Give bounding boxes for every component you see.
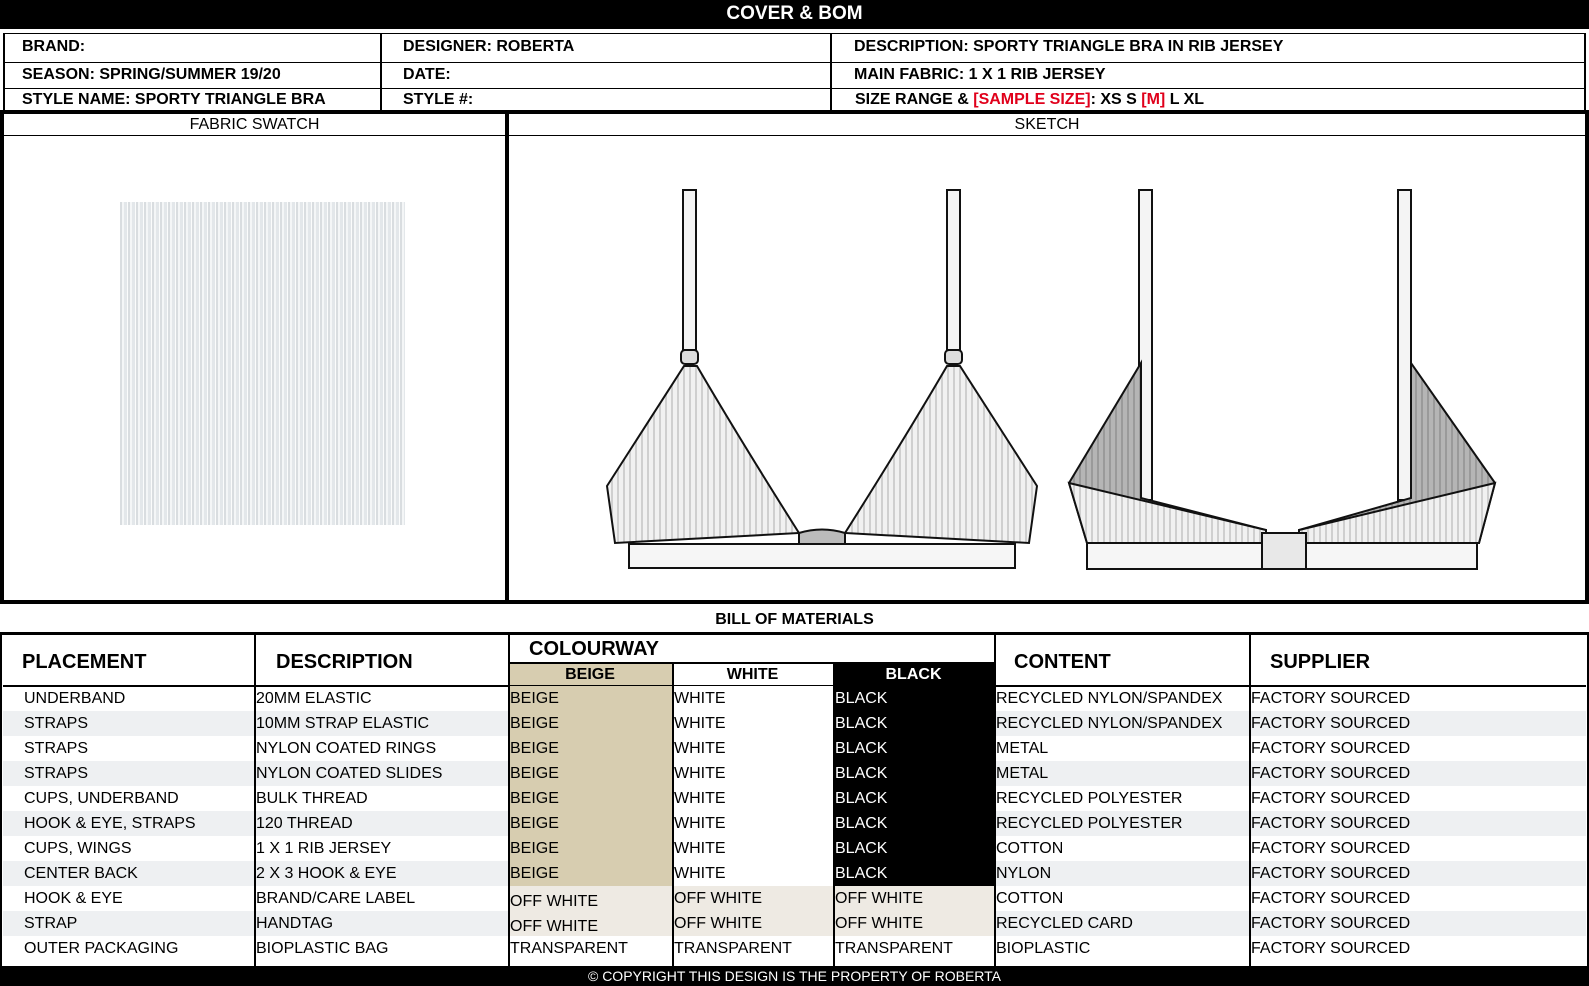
description-label: DESCRIPTION: SPORTY TRIANGLE BRA IN RIB JERSEY (854, 38, 1284, 55)
bom-row (3, 911, 1586, 936)
bom-cell-beige: BEIGE (508, 786, 672, 811)
bom-cell-beige: TRANSPARENT (510, 940, 628, 957)
fabric-swatch-heading: FABRIC SWATCH (4, 114, 505, 136)
bom-cell-placement: STRAPS (24, 740, 89, 757)
back-view-sketch (1069, 190, 1495, 569)
divider-bom-header (0, 632, 1589, 635)
bom-cell-beige: BEIGE (508, 761, 672, 786)
bom-cell-description: BULK THREAD (256, 790, 368, 807)
info-border-left (3, 33, 5, 112)
bra-sketch (509, 138, 1585, 604)
info-divider-1 (380, 33, 382, 112)
page-title: COVER & BOM (0, 0, 1589, 29)
bom-cell-black: TRANSPARENT (835, 940, 953, 957)
supplier-header: SUPPLIER (1270, 651, 1371, 673)
bom-cell-content: RECYCLED NYLON/SPANDEX (996, 690, 1223, 707)
size-range-prefix: SIZE RANGE & (855, 91, 974, 108)
bom-cell-black: BLACK (833, 736, 994, 761)
bom-cell-content: RECYCLED POLYESTER (996, 790, 1183, 807)
bom-cell-supplier: FACTORY SOURCED (1251, 915, 1411, 932)
bom-cell-description: NYLON COATED SLIDES (256, 765, 443, 782)
bom-cell-beige: BEIGE (508, 736, 672, 761)
bom-cell-placement: CENTER BACK (24, 865, 138, 882)
bom-cell-description: 20MM ELASTIC (256, 690, 372, 707)
bom-cell-black: OFF WHITE (833, 886, 994, 911)
bom-cell-supplier: FACTORY SOURCED (1251, 890, 1411, 907)
bom-cell-content: RECYCLED CARD (996, 915, 1133, 932)
bom-border-right (1587, 635, 1589, 966)
bom-cell-black: BLACK (833, 786, 994, 811)
size-range-label (855, 91, 1204, 109)
bom-cell-white: WHITE (672, 736, 833, 761)
date-label: DATE: (403, 66, 451, 83)
bom-cell-supplier: FACTORY SOURCED (1251, 815, 1411, 832)
bom-row (3, 786, 1586, 811)
front-view-sketch (607, 190, 1037, 568)
bom-cell-description: 2 X 3 HOOK & EYE (256, 865, 397, 882)
colourway-beige-header: BEIGE (508, 663, 672, 686)
brand-label: BRAND: (22, 38, 86, 55)
colourway-header: COLOURWAY (529, 638, 660, 660)
bom-cell-description: BIOPLASTIC BAG (256, 940, 389, 957)
bom-cell-supplier: FACTORY SOURCED (1251, 790, 1411, 807)
col-line-1 (254, 635, 256, 966)
content-header: CONTENT (1014, 651, 1111, 673)
bom-cell-supplier: FACTORY SOURCED (1251, 940, 1411, 957)
info-grid (3, 33, 1586, 113)
bom-cell-white: OFF WHITE (672, 886, 833, 911)
bom-cell-black: BLACK (833, 811, 994, 836)
col-line-2 (508, 635, 510, 966)
bom-row (3, 886, 1586, 911)
bom-cell-placement: STRAPS (24, 765, 89, 782)
bom-cell-white: WHITE (672, 836, 833, 861)
bom-cell-white: WHITE (672, 686, 833, 711)
bom-row (3, 936, 1586, 961)
bom-cell-black: BLACK (833, 761, 994, 786)
bom-cell-content: RECYCLED POLYESTER (996, 815, 1183, 832)
bom-cell-white: WHITE (672, 786, 833, 811)
bom-cell-placement: CUPS, WINGS (24, 840, 132, 857)
bom-cell-content: COTTON (996, 840, 1064, 857)
bom-cell-placement: CUPS, UNDERBAND (24, 790, 179, 807)
bom-cell-black: BLACK (833, 711, 994, 736)
col-line-5 (994, 635, 996, 966)
bom-row (3, 861, 1586, 886)
bom-cell-content: COTTON (996, 890, 1064, 907)
bom-cell-supplier: FACTORY SOURCED (1251, 740, 1411, 757)
bom-cell-beige: OFF WHITE (508, 886, 672, 911)
bom-row (3, 686, 1586, 711)
colourway-black-header: BLACK (833, 663, 994, 686)
style-name-label: STYLE NAME: SPORTY TRIANGLE BRA (22, 91, 326, 108)
bom-cell-beige: BEIGE (508, 686, 672, 711)
colourway-white-header: WHITE (726, 666, 779, 683)
bom-cell-description: BRAND/CARE LABEL (256, 890, 416, 907)
bom-cell-placement: HOOK & EYE (24, 890, 123, 907)
bom-cell-description: 120 THREAD (256, 815, 353, 832)
bom-row (3, 736, 1586, 761)
sketch-heading: SKETCH (509, 114, 1585, 136)
bom-cell-content: NYLON (996, 865, 1052, 882)
sizes-l-xl: L XL (1165, 91, 1205, 108)
fabric-swatch-image (120, 202, 405, 525)
sample-size-value: [M] (1141, 91, 1166, 108)
colourway-rule (508, 662, 994, 664)
bom-cell-supplier: FACTORY SOURCED (1251, 715, 1411, 732)
bom-cell-white: WHITE (672, 811, 833, 836)
bom-row (3, 811, 1586, 836)
bom-cell-placement: STRAP (24, 915, 78, 932)
description-header: DESCRIPTION (276, 651, 413, 673)
bom-row (3, 836, 1586, 861)
col-line-4 (833, 662, 835, 966)
bom-cell-beige: BEIGE (508, 861, 672, 886)
bom-cell-placement: UNDERBAND (24, 690, 126, 707)
style-number-label: STYLE #: (403, 91, 474, 108)
info-row-1 (3, 33, 1586, 62)
bom-cell-placement: HOOK & EYE, STRAPS (24, 815, 196, 832)
bom-title: BILL OF MATERIALS (715, 611, 874, 628)
bom-cell-black: OFF WHITE (833, 911, 994, 936)
border-right (1585, 110, 1589, 604)
bom-cell-placement: STRAPS (24, 715, 89, 732)
placement-header: PLACEMENT (22, 651, 147, 673)
bom-cell-content: BIOPLASTIC (996, 940, 1091, 957)
sizes-xs-s: : XS S (1090, 91, 1142, 108)
info-row-2 (3, 62, 1586, 88)
bom-cell-content: METAL (996, 740, 1049, 757)
bom-cell-content: METAL (996, 765, 1049, 782)
bom-cell-black: BLACK (833, 686, 994, 711)
designer-label: DESIGNER: ROBERTA (403, 38, 575, 55)
bom-cell-supplier: FACTORY SOURCED (1251, 765, 1411, 782)
bom-cell-description: HANDTAG (256, 915, 334, 932)
bom-cell-supplier: FACTORY SOURCED (1251, 840, 1411, 857)
bom-cell-beige: OFF WHITE (508, 911, 672, 936)
bom-cell-white: WHITE (672, 711, 833, 736)
col-line-3 (672, 662, 674, 966)
bom-cell-beige: BEIGE (508, 811, 672, 836)
bom-cell-beige: BEIGE (508, 711, 672, 736)
bom-cell-placement: OUTER PACKAGING (24, 940, 179, 957)
main-fabric-label: MAIN FABRIC: 1 X 1 RIB JERSEY (854, 66, 1106, 83)
bom-cell-black: BLACK (833, 861, 994, 886)
bom-cell-content: RECYCLED NYLON/SPANDEX (996, 715, 1223, 732)
info-divider-2 (830, 33, 832, 112)
bom-cell-description: 1 X 1 RIB JERSEY (256, 840, 392, 857)
bom-cell-white: WHITE (672, 861, 833, 886)
info-row-3 (3, 88, 1586, 112)
bom-cell-black: BLACK (833, 836, 994, 861)
copyright-footer: © COPYRIGHT THIS DESIGN IS THE PROPERTY OF ROBERTA (0, 966, 1589, 986)
sample-size-label: [SAMPLE SIZE] (973, 91, 1091, 108)
season-label: SEASON: SPRING/SUMMER 19/20 (22, 66, 281, 83)
bom-cell-supplier: FACTORY SOURCED (1251, 690, 1411, 707)
bom-row (3, 761, 1586, 786)
bom-cell-white: WHITE (672, 761, 833, 786)
bom-border-left (0, 635, 2, 966)
divider-bom (0, 600, 1589, 604)
bom-row (3, 711, 1586, 736)
bom-cell-beige: BEIGE (508, 836, 672, 861)
bom-cell-supplier: FACTORY SOURCED (1251, 865, 1411, 882)
bom-cell-description: 10MM STRAP ELASTIC (256, 715, 430, 732)
bom-cell-description: NYLON COATED RINGS (256, 740, 437, 757)
col-line-6 (1249, 635, 1251, 966)
bom-cell-white: OFF WHITE (672, 911, 833, 936)
bom-cell-white: TRANSPARENT (674, 940, 792, 957)
info-border-right (1584, 33, 1586, 112)
border-left (0, 110, 4, 604)
